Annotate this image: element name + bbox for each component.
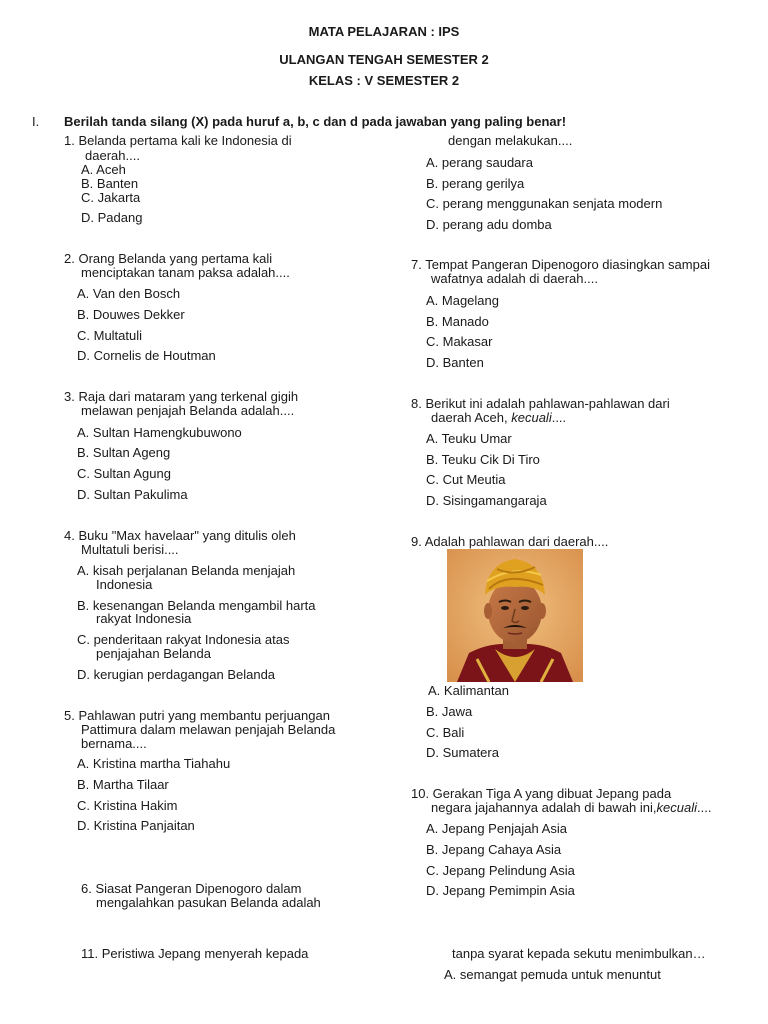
question-8-text: 8. Berikut ini adalah pahlawan-pahlawan dari [411,396,670,411]
question-5-text: 5. Pahlawan putri yang membantu perjuangan [64,708,330,723]
question-5-option-a: A. Kristina martha Tiahahu [77,756,231,771]
question-8-option-d: D. Sisingamangaraja [426,493,547,508]
question-1-option-d: D. Padang [81,210,143,225]
question-10-text-plain: negara jajahannya adalah di bawah ini, [431,800,657,815]
question-10-option-b: B. Jepang Cahaya Asia [426,842,562,857]
question-2-option-c: C. Multatuli [77,328,143,343]
question-9-option-d: D. Sumatera [426,745,499,760]
question-4-option-c: C. penderitaan rakyat Indonesia atas [77,632,290,647]
question-4-option-b-cont: rakyat Indonesia [96,611,192,626]
question-4-option-b: B. kesenangan Belanda mengambil harta [77,598,316,613]
question-6-option-b: B. perang gerilya [426,176,525,191]
question-8-kecuali: kecuali [511,410,552,425]
question-10-ellipsis: .... [696,800,712,815]
question-4-text: 4. Buku "Max havelaar" yang ditulis oleh [64,528,296,543]
question-2-option-a: A. Van den Bosch [77,286,181,301]
question-7-option-b: B. Manado [426,314,489,329]
section-numeral: I. [32,114,40,129]
question-10-kecuali: kecuali [656,800,697,815]
hero-portrait-image [447,549,583,682]
question-3-option-b: B. Sultan Ageng [77,445,171,460]
question-7-text-cont: wafatnya adalah di daerah.... [431,271,598,286]
question-5-option-b: B. Martha Tilaar [77,777,169,792]
question-10-option-a: A. Jepang Penjajah Asia [426,821,567,836]
question-9-text: 9. Adalah pahlawan dari daerah.... [411,534,609,549]
question-7-option-c: C. Makasar [426,334,493,349]
question-5-text-cont-2: bernama.... [81,736,147,751]
class-title: KELAS : V SEMESTER 2 [308,73,460,88]
question-6-option-c: C. perang menggunakan senjata modern [426,196,663,211]
question-1-text-cont: daerah.... [85,148,140,163]
question-10-option-d: D. Jepang Pemimpin Asia [426,883,575,898]
question-3-option-d: D. Sultan Pakulima [77,487,188,502]
question-3-option-a: A. Sultan Hamengkubuwono [77,425,242,440]
question-8-option-b: B. Teuku Cik Di Tiro [426,452,540,467]
question-8-text-cont [431,411,566,425]
question-8-option-a: A. Teuku Umar [426,431,512,446]
question-11-text: 11. Peristiwa Jepang menyerah kepada [81,946,309,961]
question-8-option-c: C. Cut Meutia [426,472,506,487]
question-1-option-c: C. Jakarta [81,190,141,205]
question-8-text-plain: daerah Aceh, [431,410,512,425]
question-3-text: 3. Raja dari mataram yang terkenal gigih [64,389,299,404]
question-6-text-cont-2: dengan melakukan.... [448,133,573,148]
question-2-text: 2. Orang Belanda yang pertama kali [64,251,273,266]
question-8-ellipsis: .... [551,410,567,425]
question-4-option-a: A. kisah perjalanan Belanda menjajah [77,563,296,578]
question-1-option-b: B. Banten [81,176,139,191]
question-4-option-d: D. kerugian perdagangan Belanda [77,667,276,682]
question-9-option-b: B. Jawa [426,704,473,719]
question-2-option-b: B. Douwes Dekker [77,307,185,322]
question-7-text: 7. Tempat Pangeran Dipenogoro diasingkan sampai [411,257,710,272]
question-11-text-cont: tanpa syarat kepada sekutu menimbulkan… [452,946,706,961]
question-11-option-a: A. semangat pemuda untuk menuntut [444,967,661,982]
question-9-option-c: C. Bali [426,725,465,740]
exam-title: ULANGAN TENGAH SEMESTER 2 [279,52,489,67]
question-4-text-cont: Multatuli berisi.... [81,542,179,557]
question-6-option-d: D. perang adu domba [426,217,552,232]
question-10-option-c: C. Jepang Pelindung Asia [426,863,575,878]
question-4-option-c-cont: penjajahan Belanda [96,646,211,661]
section-instruction: Berilah tanda silang (X) pada huruf a, b, c dan d pada jawaban yang paling benar! [64,114,567,129]
subject-title: MATA PELAJARAN : IPS [308,24,460,39]
question-7-option-a: A. Magelang [426,293,499,308]
question-5-option-d: D. Kristina Panjaitan [77,818,195,833]
question-10-text-cont [431,801,711,815]
question-5-text-cont-1: Pattimura dalam melawan penjajah Belanda [81,722,336,737]
question-2-text-cont: menciptakan tanam paksa adalah.... [81,265,290,280]
question-3-text-cont: melawan penjajah Belanda adalah.... [81,403,295,418]
question-6-text: 6. Siasat Pangeran Dipenogoro dalam [81,881,302,896]
question-4-option-a-cont: Indonesia [96,577,153,592]
question-7-option-d: D. Banten [426,355,484,370]
question-6-text-cont: mengalahkan pasukan Belanda adalah [96,895,321,910]
question-6-option-a: A. perang saudara [426,155,533,170]
question-2-option-d: D. Cornelis de Houtman [77,348,216,363]
question-1-text: 1. Belanda pertama kali ke Indonesia di [64,133,292,148]
question-5-option-c: C. Kristina Hakim [77,798,178,813]
question-3-option-c: C. Sultan Agung [77,466,171,481]
question-1-option-a: A. Aceh [81,162,126,177]
question-9-option-a: A. Kalimantan [428,683,509,698]
question-10-text: 10. Gerakan Tiga A yang dibuat Jepang pada [411,786,672,801]
